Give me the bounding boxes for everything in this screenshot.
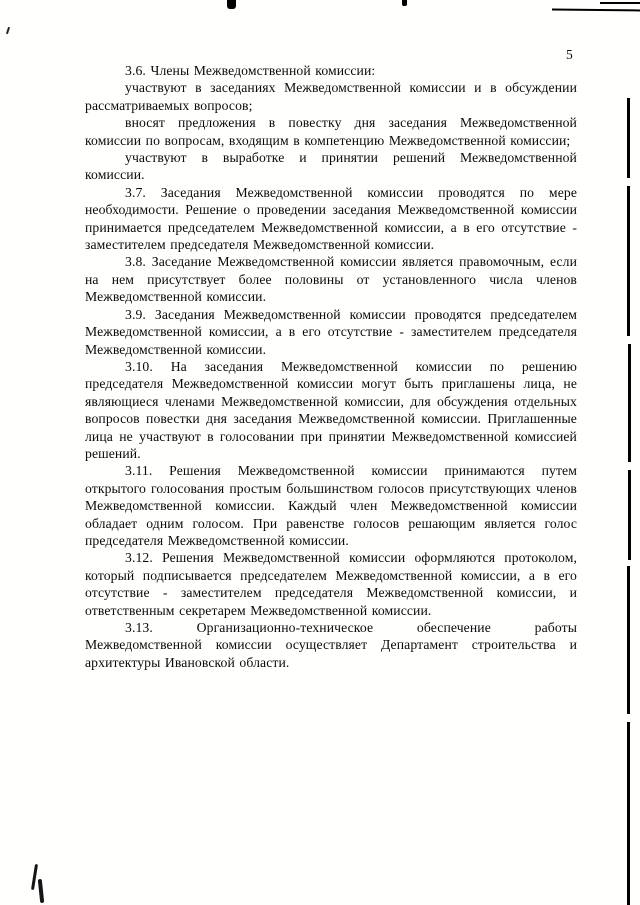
paragraph: 3.7. Заседания Межведомственной комиссии проводятся по мере необходимости. Решение о проведении заседания Межведомственной комиссии принимается председателем Межведомственной комиссии, а в его отсутствие - заместителем председателя Межведомственной комиссии. (85, 184, 577, 253)
scan-artifact-right-edge-4 (628, 470, 631, 560)
scan-artifact-bottom-mark-2 (38, 879, 44, 903)
scan-artifact-right-edge-6 (627, 722, 630, 905)
paragraph: 3.10. На заседания Межведомственной комиссии по решению председателя Межведомственной комиссии могут быть приглашены лица, не являющиеся членами Межведомственной комиссии, для обсуждения отдельных вопросов повестки дня заседания Межведомственной комиссии. Приглашенные лица не участвуют в голосовании при принятии Межведомственной комиссией решений. (85, 358, 577, 461)
paragraph: 3.11. Решения Межведомственной комиссии принимаются путем открытого голосования простым большинством голосов присутствующих членов Межведомственной комиссии. Каждый член Межведомственной комиссии обладает одним голосом. При равенстве голосов решающим является голос председателя Межведомственной комиссии. (85, 463, 577, 548)
scan-artifact-right-edge-3 (628, 344, 631, 462)
scan-artifact-left-tick (6, 27, 10, 34)
scan-artifact-right-edge-5 (627, 566, 630, 714)
scan-artifact-top-blob-1 (227, 0, 236, 9)
paragraph: участвуют в заседаниях Межведомственной комиссии и в обсуждении рассматриваемых вопросов; (85, 80, 577, 113)
scan-artifact-right-edge-2 (627, 186, 630, 336)
scan-artifact-top-blob-2 (402, 0, 407, 6)
paragraph: участвуют в выработке и принятии решений Межведомственной комиссии. (85, 150, 577, 183)
document-body (85, 62, 577, 671)
paragraph: 3.13. Организационно-техническое обеспечение работы Межведомственной комиссии осуществляет Департамент строительства и архитектуры Ивановской области. (85, 620, 577, 670)
paragraph: 3.8. Заседание Межведомственной комиссии является правомочным, если на нем присутствует более половины от установленного числа членов Межведомственной комиссии. (85, 254, 577, 305)
paragraph: вносят предложения в повестку дня заседания Межведомственной комиссии по вопросам, входящим в компетенцию Межведомственной комиссии; (85, 115, 577, 148)
scan-artifact-right-edge-1 (627, 98, 630, 178)
paragraph: 3.9. Заседания Межведомственной комиссии проводятся председателем Межведомственной комиссии, а в его отсутствие - заместителем председателя Межведомственной комиссии. (85, 306, 577, 357)
scan-artifact-top-line-2 (600, 2, 640, 4)
paragraph: 3.6. Члены Межведомственной комиссии: (125, 63, 376, 78)
page-number: 5 (566, 47, 573, 62)
paragraph: 3.12. Решения Межведомственной комиссии оформляются протоколом, который подписывается председателем Межведомственной комиссии, а в его отсутствие - заместителем председателя Межведомственной комиссии, и ответственным секретарем Межведомственной комиссии. (85, 550, 577, 618)
scan-artifact-bottom-mark-1 (31, 864, 38, 890)
scan-artifact-top-line-1 (552, 9, 640, 12)
